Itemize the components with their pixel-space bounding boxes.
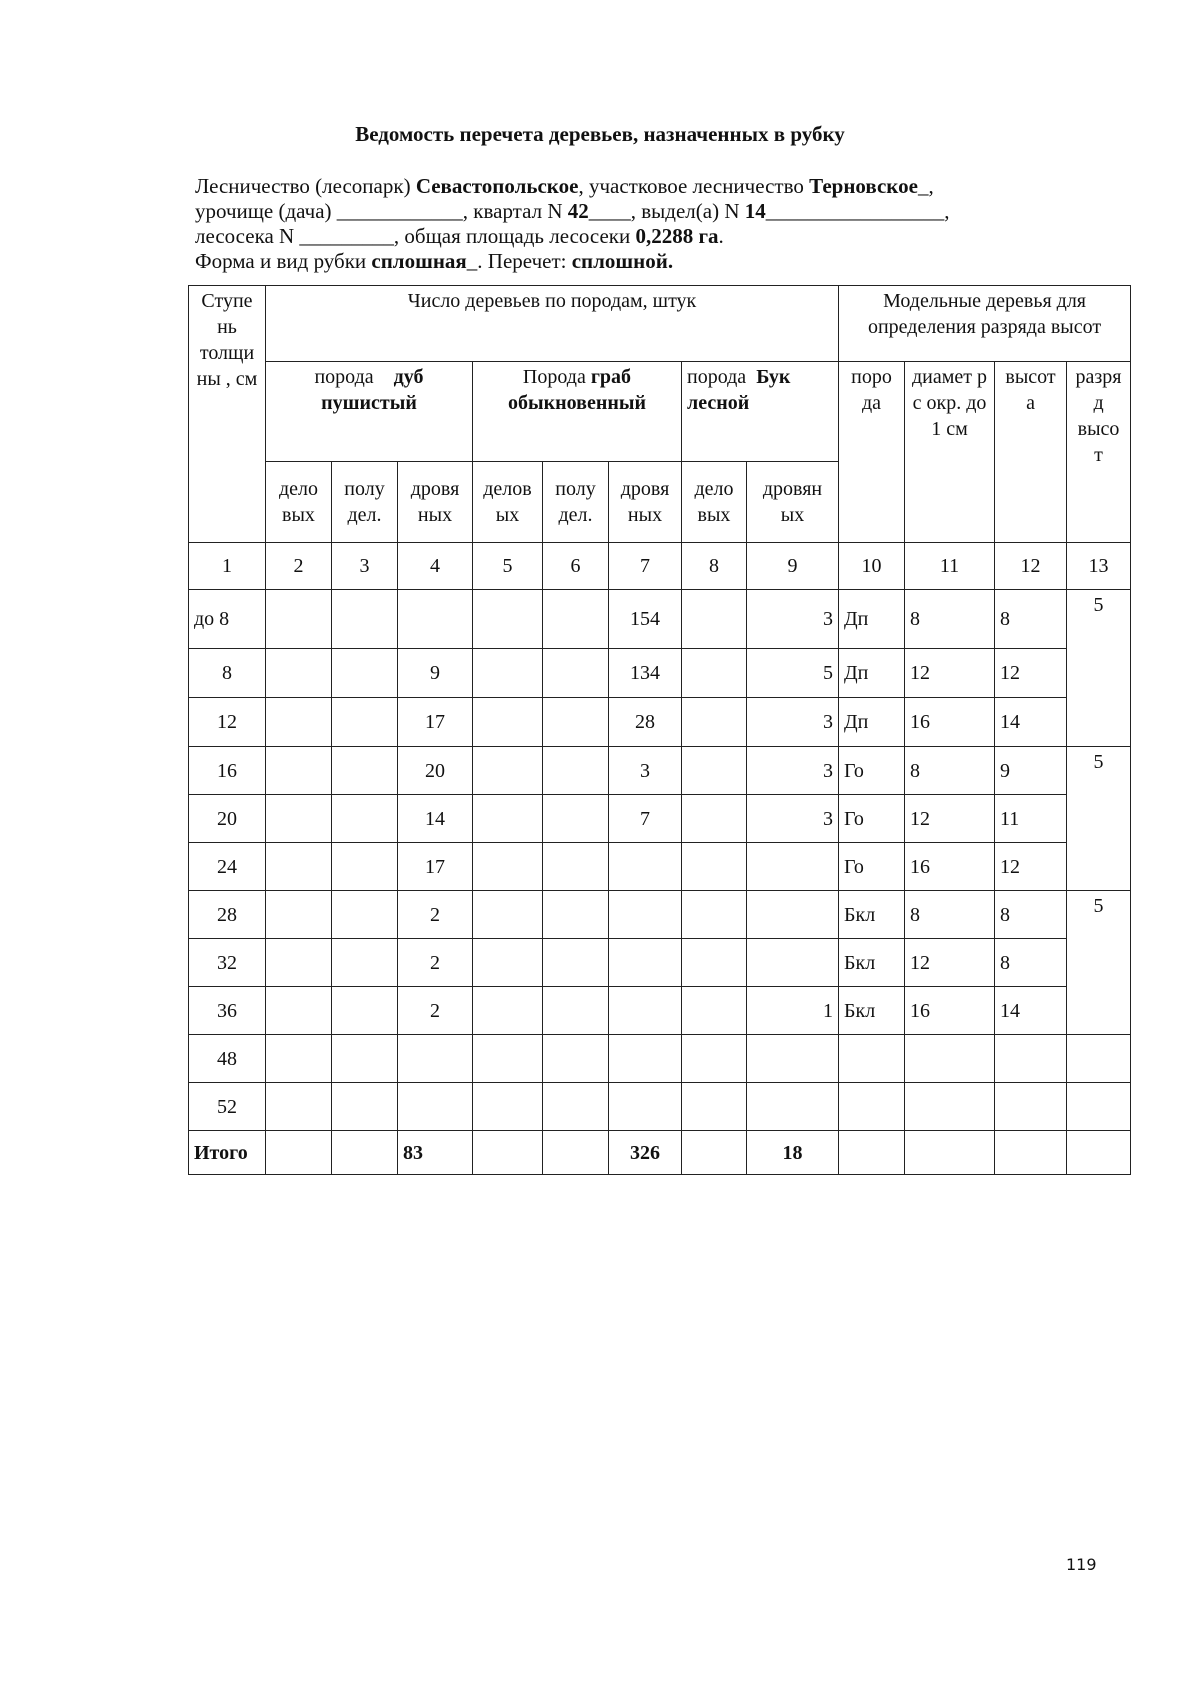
- cell: [543, 987, 609, 1035]
- district-blank: _,: [917, 174, 934, 198]
- col-header-model-trees: Модельные деревья для определения разряда высот: [839, 286, 1131, 362]
- cell: [609, 843, 682, 891]
- cell: 5: [747, 649, 839, 698]
- cell-height-rank: 5: [1067, 891, 1131, 1035]
- cell: 3: [747, 698, 839, 747]
- cell: [473, 843, 543, 891]
- cell: [266, 843, 332, 891]
- column-number: 12: [995, 543, 1067, 590]
- column-number: 10: [839, 543, 905, 590]
- sub-header: делов ых: [473, 462, 543, 543]
- cell: [747, 843, 839, 891]
- cell: 20: [398, 747, 473, 795]
- cell: [543, 939, 609, 987]
- cell-species: Дп: [839, 698, 905, 747]
- cell-height: 8: [995, 891, 1067, 939]
- cell-height-rank: [1067, 1035, 1131, 1083]
- page-number: 119: [1066, 1555, 1097, 1574]
- col-header-species: поро да: [839, 362, 905, 543]
- allotment-blank: _________________,: [765, 199, 950, 223]
- cell-species: Бкл: [839, 939, 905, 987]
- district-value: Терновское: [809, 174, 918, 198]
- cell-species: Бкл: [839, 891, 905, 939]
- cell: [682, 891, 747, 939]
- count-label: _. Перечет:: [466, 249, 572, 273]
- cell: [543, 747, 609, 795]
- cell: [266, 987, 332, 1035]
- cell: [266, 891, 332, 939]
- cell: [682, 1035, 747, 1083]
- cell: 2: [398, 987, 473, 1035]
- column-number: 3: [332, 543, 398, 590]
- cell: 3: [747, 590, 839, 649]
- cell: [332, 987, 398, 1035]
- column-number: 6: [543, 543, 609, 590]
- cell: [609, 891, 682, 939]
- cell: 154: [609, 590, 682, 649]
- cell-step: 12: [189, 698, 266, 747]
- cell: [1067, 1131, 1131, 1175]
- cell: [682, 843, 747, 891]
- species-header-oak: [266, 362, 473, 462]
- cell-height-rank: 5: [1067, 590, 1131, 747]
- table-row: [189, 1035, 1131, 1083]
- cell-species: Го: [839, 843, 905, 891]
- sub-header: дровя ных: [398, 462, 473, 543]
- cell: [609, 1083, 682, 1131]
- allotment-label: ____, выдел(а) N: [588, 199, 745, 223]
- cell: 1: [747, 987, 839, 1035]
- header-row-2: [189, 362, 1131, 462]
- cell: [682, 987, 747, 1035]
- cell-diameter: 16: [905, 843, 995, 891]
- species-oak: дуб пушистый: [321, 366, 424, 414]
- cell-height: 9: [995, 747, 1067, 795]
- table-row: [189, 649, 1131, 698]
- column-number: 5: [473, 543, 543, 590]
- cell: [332, 1083, 398, 1131]
- forestry-value: Севастопольское: [415, 174, 579, 198]
- cell-step: 52: [189, 1083, 266, 1131]
- cell-species: Дп: [839, 590, 905, 649]
- column-number-row: [189, 543, 1131, 590]
- table-row: [189, 698, 1131, 747]
- cell-height: [995, 1083, 1067, 1131]
- table-row: [189, 891, 1131, 939]
- cell: [473, 891, 543, 939]
- cell: [266, 698, 332, 747]
- cell: [332, 1131, 398, 1175]
- sub-header: дровя ных: [609, 462, 682, 543]
- cell: 9: [398, 649, 473, 698]
- cell-diameter: 12: [905, 649, 995, 698]
- sub-header: дровян ых: [747, 462, 839, 543]
- cell: 3: [609, 747, 682, 795]
- cell: [473, 649, 543, 698]
- cell-height: 14: [995, 987, 1067, 1035]
- felling-value: сплошная: [371, 249, 467, 273]
- cell-step: 48: [189, 1035, 266, 1083]
- cell: [905, 1131, 995, 1175]
- cell-step: 32: [189, 939, 266, 987]
- col-header-step: Ступе нь толщи ны , см: [189, 286, 266, 543]
- cell: [473, 1131, 543, 1175]
- cell: [473, 698, 543, 747]
- cell: [266, 939, 332, 987]
- species-header-beech: [682, 362, 839, 462]
- cell-species: [839, 1035, 905, 1083]
- cell: [332, 590, 398, 649]
- cell-height-rank: [1067, 1083, 1131, 1131]
- cell: [332, 649, 398, 698]
- cell-height: 12: [995, 649, 1067, 698]
- table-row: [189, 939, 1131, 987]
- total-hornbeam-firewood: 326: [609, 1131, 682, 1175]
- cell: [473, 1035, 543, 1083]
- cell-height: 11: [995, 795, 1067, 843]
- cell: [398, 590, 473, 649]
- species-label: Порода: [522, 366, 591, 388]
- cell-diameter: 8: [905, 747, 995, 795]
- column-number: 13: [1067, 543, 1131, 590]
- cell-step: 24: [189, 843, 266, 891]
- felling-line: [195, 249, 1095, 274]
- cell: [332, 747, 398, 795]
- sub-header: дело вых: [266, 462, 332, 543]
- count-value: сплошной.: [571, 249, 674, 273]
- cell: [839, 1131, 905, 1175]
- cell-height: 8: [995, 939, 1067, 987]
- total-label: Итого: [189, 1131, 266, 1175]
- cell-height: 8: [995, 590, 1067, 649]
- cell: [266, 1035, 332, 1083]
- cell-species: Го: [839, 747, 905, 795]
- cell: [332, 795, 398, 843]
- cell: 3: [747, 747, 839, 795]
- cell: [398, 1035, 473, 1083]
- cell: [609, 987, 682, 1035]
- cell-species: [839, 1083, 905, 1131]
- cell: 17: [398, 843, 473, 891]
- cell-height: 14: [995, 698, 1067, 747]
- cell: [747, 939, 839, 987]
- cell: [682, 939, 747, 987]
- cell: [543, 891, 609, 939]
- cell: [473, 747, 543, 795]
- cell: [995, 1131, 1067, 1175]
- table-row: [189, 1083, 1131, 1131]
- sub-header: полу дел.: [543, 462, 609, 543]
- total-oak-firewood: 83: [398, 1131, 473, 1175]
- col-header-height: высот а: [995, 362, 1067, 543]
- species-label: порода: [314, 366, 374, 388]
- cell-step: 20: [189, 795, 266, 843]
- cell-diameter: 16: [905, 987, 995, 1035]
- cell: [609, 1035, 682, 1083]
- table-row: [189, 795, 1131, 843]
- cell: [266, 747, 332, 795]
- cell: [747, 891, 839, 939]
- cell: [543, 1035, 609, 1083]
- cell: 2: [398, 891, 473, 939]
- cell: [682, 590, 747, 649]
- cell-step: 16: [189, 747, 266, 795]
- tally-table: [188, 285, 1131, 1175]
- cell: [543, 1131, 609, 1175]
- cell: [266, 649, 332, 698]
- cell-diameter: [905, 1035, 995, 1083]
- cell: [266, 1131, 332, 1175]
- species-header-hornbeam: [473, 362, 682, 462]
- col-header-tree-count: Число деревьев по породам, штук: [266, 286, 839, 362]
- cell-diameter: 12: [905, 795, 995, 843]
- cell-step: 36: [189, 987, 266, 1035]
- cell-species: Го: [839, 795, 905, 843]
- cell: [473, 939, 543, 987]
- cell: [543, 698, 609, 747]
- quarter-value: 42: [567, 199, 589, 223]
- cell: 7: [609, 795, 682, 843]
- table-row: [189, 590, 1131, 649]
- cell: [473, 590, 543, 649]
- cell: [747, 1083, 839, 1131]
- location-line: [195, 199, 1095, 224]
- cell-species: Дп: [839, 649, 905, 698]
- cell: [543, 649, 609, 698]
- cell: 14: [398, 795, 473, 843]
- column-number: 1: [189, 543, 266, 590]
- area-label: лесосека N _________, общая площадь лесосеки: [195, 224, 636, 248]
- cell: [682, 1131, 747, 1175]
- forestry-label: Лесничество (лесопарк): [195, 174, 416, 198]
- cell-diameter: 12: [905, 939, 995, 987]
- cell: [332, 843, 398, 891]
- col-header-height-rank: разря д высо т: [1067, 362, 1131, 543]
- felling-label: Форма и вид рубки: [195, 249, 372, 273]
- cell-height-rank: 5: [1067, 747, 1131, 891]
- cell-diameter: 8: [905, 590, 995, 649]
- column-number: 9: [747, 543, 839, 590]
- cell: 17: [398, 698, 473, 747]
- cell: [398, 1083, 473, 1131]
- species-hornbeam: граб обыкновенный: [507, 366, 647, 414]
- column-number: 8: [682, 543, 747, 590]
- cell: [332, 698, 398, 747]
- header-row-1: [189, 286, 1131, 362]
- table-row: [189, 987, 1131, 1035]
- cell: 134: [609, 649, 682, 698]
- cell: [682, 649, 747, 698]
- column-number: 2: [266, 543, 332, 590]
- cell: [332, 891, 398, 939]
- cell-species: Бкл: [839, 987, 905, 1035]
- area-end: .: [718, 224, 724, 248]
- column-number: 4: [398, 543, 473, 590]
- cell: 2: [398, 939, 473, 987]
- cell: [266, 795, 332, 843]
- cell: 28: [609, 698, 682, 747]
- sub-header: полу дел.: [332, 462, 398, 543]
- table-row: [189, 843, 1131, 891]
- cell: [682, 795, 747, 843]
- district-label: , участковое лесничество: [578, 174, 810, 198]
- table-row: [189, 747, 1131, 795]
- cell: [266, 590, 332, 649]
- cell: [609, 939, 682, 987]
- cell: [473, 795, 543, 843]
- cell: [682, 747, 747, 795]
- area-line: [195, 224, 1095, 249]
- area-value: 0,2288 га: [635, 224, 719, 248]
- cell: [747, 1035, 839, 1083]
- species-beech: Бук лесной: [687, 366, 791, 414]
- cell: [682, 1083, 747, 1131]
- total-beech-firewood: 18: [747, 1131, 839, 1175]
- cell: [682, 698, 747, 747]
- cell-height: [995, 1035, 1067, 1083]
- cell: [332, 1035, 398, 1083]
- cell-height: 12: [995, 843, 1067, 891]
- cell-diameter: 8: [905, 891, 995, 939]
- sub-header: дело вых: [682, 462, 747, 543]
- document-title: Ведомость перечета деревьев, назначенных в рубку: [355, 122, 845, 146]
- cell-step: до 8: [189, 590, 266, 649]
- cell: [543, 843, 609, 891]
- cell: [332, 939, 398, 987]
- cell-step: 8: [189, 649, 266, 698]
- column-number: 7: [609, 543, 682, 590]
- forestry-line: [195, 174, 1095, 199]
- cell: [473, 987, 543, 1035]
- total-row: [189, 1131, 1131, 1175]
- cell: [473, 1083, 543, 1131]
- form-header: [195, 174, 1095, 274]
- column-number: 11: [905, 543, 995, 590]
- cell: [543, 590, 609, 649]
- quarter-label: урочище (дача) ____________, квартал N: [195, 199, 568, 223]
- cell: [543, 1083, 609, 1131]
- col-header-diameter: диамет р с окр. до 1 см: [905, 362, 995, 543]
- cell: [266, 1083, 332, 1131]
- cell-step: 28: [189, 891, 266, 939]
- cell: 3: [747, 795, 839, 843]
- species-label: порода: [687, 366, 752, 388]
- cell: [543, 795, 609, 843]
- cell-diameter: [905, 1083, 995, 1131]
- cell-diameter: 16: [905, 698, 995, 747]
- allotment-value: 14: [744, 199, 766, 223]
